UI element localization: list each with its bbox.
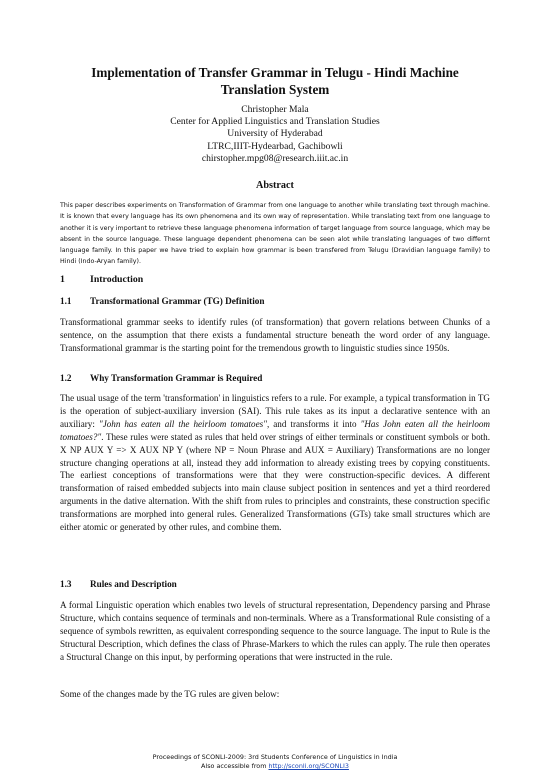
section-title: Introduction <box>90 274 144 285</box>
paragraph-changes: Some of the changes made by the TG rules are given below: <box>60 689 280 699</box>
subsection-title: Rules and Description <box>90 579 177 589</box>
footer-url-link[interactable]: http://sconli.org/SCONLI3 <box>268 762 349 770</box>
text-run: The usual usage of the term 'transformation' in linguistics refers to a rule. For example, a typical transformation in TG is the operation of subject-auxiliary inversion (SAI). This rule takes as its input a declarative sentence with an auxiliary: <box>60 393 490 429</box>
subsection-number: 1.2 <box>60 373 72 383</box>
author-affiliation-1: Center for Applied Linguistics and Translation Studies <box>170 116 380 128</box>
subsection-number: 1.3 <box>60 579 72 589</box>
author-email: chirstopher.mpg08@research.iiit.ac.in <box>201 152 349 164</box>
footer-access-prefix: Also accessible from <box>201 762 269 770</box>
subsection-heading-tg-definition <box>60 296 264 306</box>
author-affiliation-2: University of Hyderabad <box>227 128 323 140</box>
paper-title: Implementation of Transfer Grammar in Telugu - Hindi Machine Translation System <box>91 65 459 97</box>
paragraph-rules: A formal Linguistic operation which enables two levels of structural representation, Dependency parsing and Phrase Structure, which contains sequence of terminals and non-terminals. Where as a Transformational Rule consisting of a sequence of symbols rewritten, as equivalent corresponding sequence to the source language. The input to Rule is the Structural Description, which defines the class of Phrase-Markers to which the rules can apply. The rule then operates a Structural Change on this input, by performing operations that were instructed in the rule. <box>60 600 490 662</box>
paragraph-tg-definition: Transformational grammar seeks to identify rules (of transformation) that govern relations between Chunks of a sentence, on the assumption that there exists a fundamental structure beneath the word order of any language. Transformational grammar is the starting point for the tremendous growth to linguistic studies since 1950s. <box>60 317 490 353</box>
subsection-title: Transformational Grammar (TG) Definition <box>90 296 265 306</box>
text-run: , and transforms it into <box>266 418 361 429</box>
text-run: . These rules were stated as rules that held over strings of either terminals or constituent symbols or both. X NP AUX Y => X AUX NP Y (where NP = Noun Phrase and AUX = Auxiliary) Transformations are no longer structure changing operations at all, instead they add information to already existing trees by copying constituents. The earliest conceptions of transformations were that they were construction-specific devices. A different transformation of raised embedded subjects into main clause subject position in sentences and yet a third reordered arguments in the dative alternation. With the shift from rules to principles and constraints, these construction specific transformations are morphed into general rules. Generalized Transformations (GTs) take small structures which are either atomic or generated by other rules, and combine them. <box>60 431 490 533</box>
subsection-title: Why Transformation Grammar is Required <box>90 373 263 383</box>
footer-proceedings: Proceedings of SCONLI-2009: 3rd Students Conference of Linguistics in India <box>152 753 398 761</box>
author-name: Christopher Mala <box>241 104 309 115</box>
subsection-heading-rules <box>60 579 177 589</box>
example-sentence-question: "Has John eaten all the heirloom tomatoes?" <box>60 418 490 442</box>
abstract-text: This paper describes experiments on Transformation of Grammar from one language to another while translating text through machine. It is known that every language has its own phenomena and its own way of representation. While translating text from one language to another it is very important to retrieve these language phenomena information of target language from source language, which may be absent in the source language. These language dependent phenomena can be seen alot while translating languages of two differnt language family. In this paper we have tried to explain how grammar is been transfered from Telugu (Dravidian language family) to Hindi (Indo-Aryan family). <box>60 202 490 266</box>
subsection-heading-why-tg <box>60 373 262 383</box>
paragraph-why-tg <box>60 392 490 534</box>
author-block <box>100 104 450 165</box>
page-footer <box>60 753 490 771</box>
example-sentence-declarative: "John has eaten all the heirloom tomatoes" <box>98 418 267 429</box>
abstract-heading: Abstract <box>256 180 294 191</box>
author-affiliation-3: LTRC,IIIT-Hydearbad, Gachibowli <box>207 140 343 152</box>
footer-access-line <box>60 762 490 771</box>
subsection-number: 1.1 <box>60 296 72 306</box>
section-number: 1 <box>60 274 65 285</box>
section-heading-introduction <box>60 274 143 285</box>
